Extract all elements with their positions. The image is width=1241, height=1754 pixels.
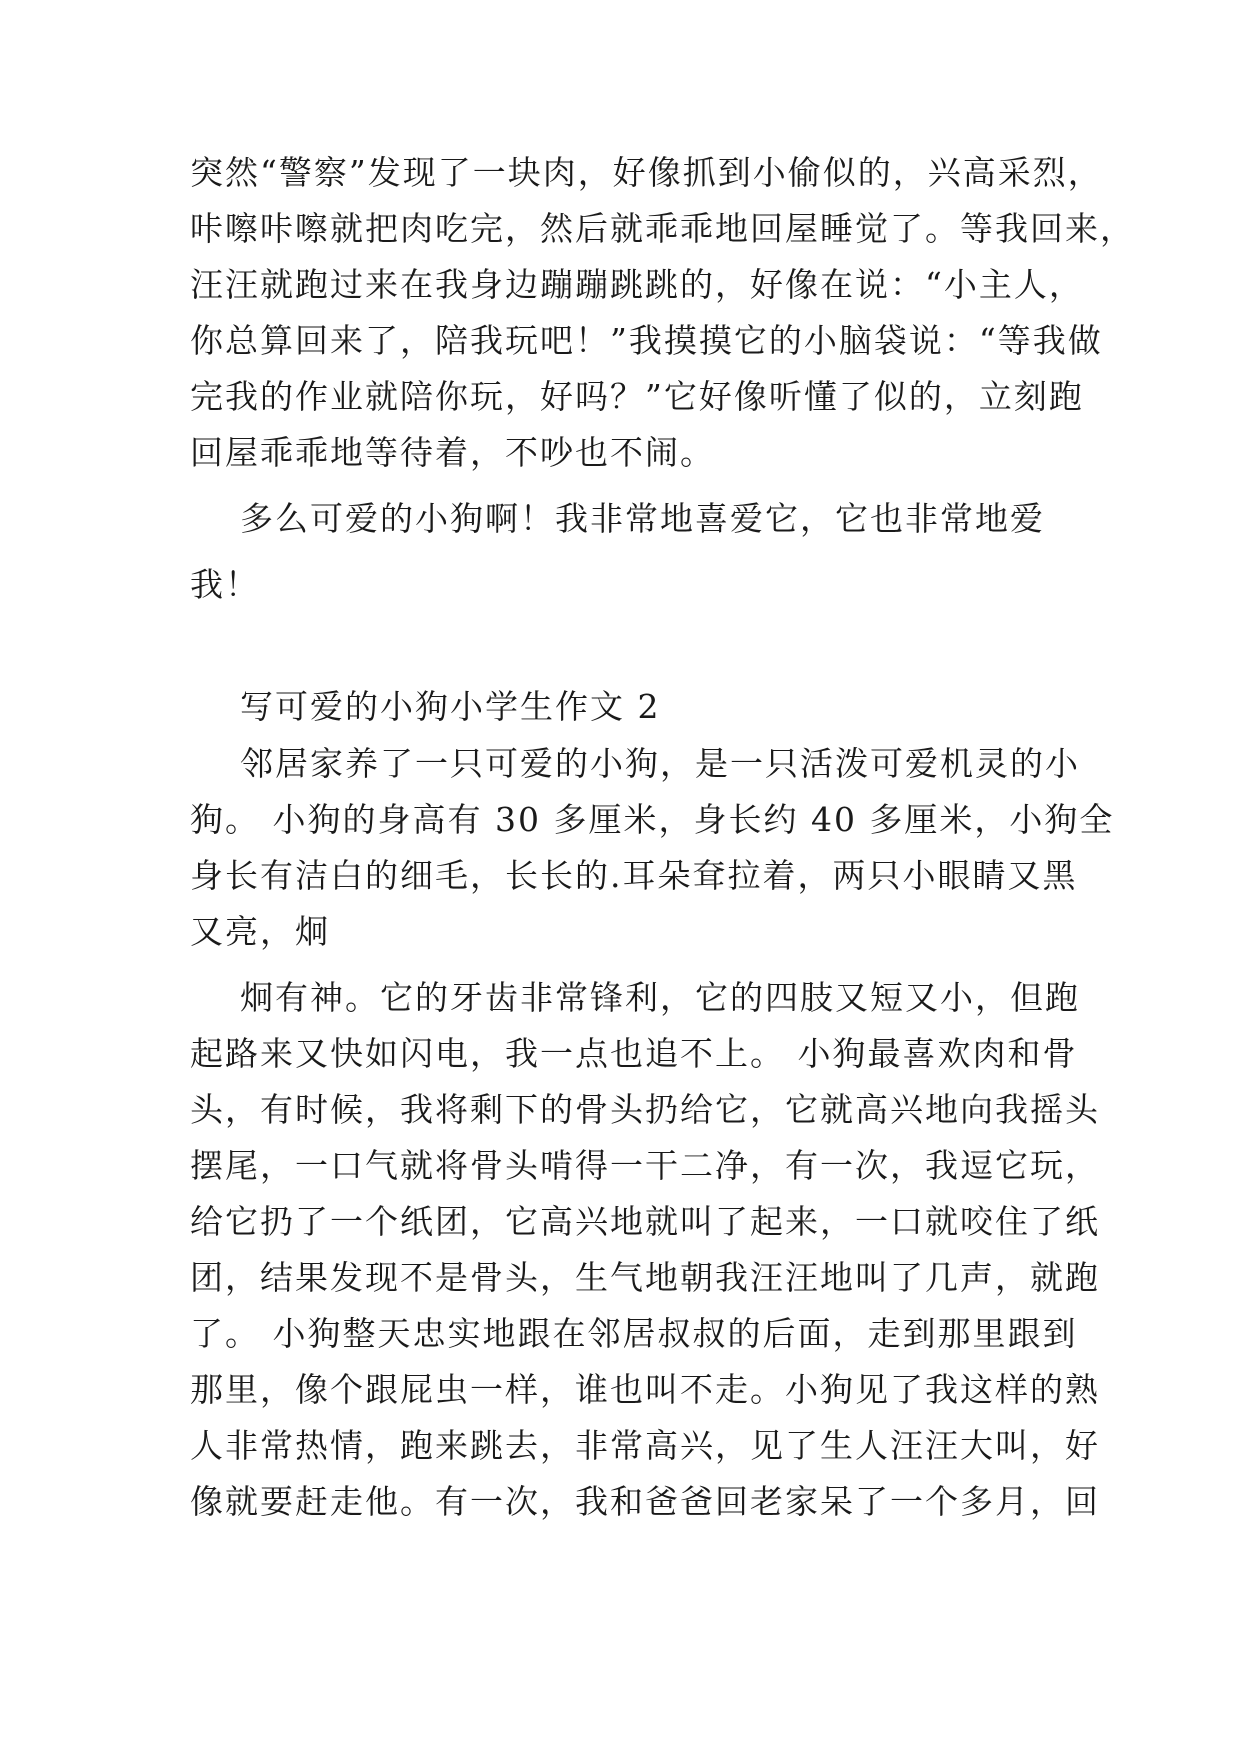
text-line: 炯有神。它的牙齿非常锋利，它的四肢又短又小，但跑 [190,978,1080,1017]
text-line: 回屋乖乖地等待着，不吵也不闹。 [190,433,715,472]
text-line: 你总算回来了，陪我玩吧！”我摸摸它的小脑袋说：“等我做 [190,321,1103,360]
text-line: 又亮，炯 [190,912,330,951]
text-line: 人非常热情，跑来跳去，非常高兴，见了生人汪汪大叫，好 [190,1426,1100,1465]
text-line: 了。 小狗整天忠实地跟在邻居叔叔的后面，走到那里跟到 [190,1314,1078,1353]
text-line: 狗。 小狗的身高有 30 多厘米，身长约 40 多厘米，小狗全 [190,800,1115,839]
text-line: 多么可爱的小狗啊！我非常地喜爱它，它也非常地爱 [190,499,1045,538]
text-line: 突然“警察”发现了一块肉，好像抓到小偷似的，兴高采烈， [190,153,1103,192]
section-heading: 写可爱的小狗小学生作文 2 [190,687,661,726]
text-line: 团，结果发现不是骨头，生气地朝我汪汪地叫了几声，就跑 [190,1258,1100,1297]
text-line: 那里，像个跟屁虫一样，谁也叫不走。小狗见了我这样的熟 [190,1370,1100,1409]
text-line: 我！ [190,565,260,604]
text-line: 起路来又快如闪电，我一点也追不上。 小狗最喜欢肉和骨 [190,1034,1078,1073]
text-line: 摆尾，一口气就将骨头啃得一干二净，有一次，我逗它玩， [190,1146,1100,1185]
text-line: 汪汪就跑过来在我身边蹦蹦跳跳的，好像在说：“小主人， [190,265,1084,304]
text-line: 邻居家养了一只可爱的小狗，是一只活泼可爱机灵的小 [190,744,1080,783]
text-line: 身长有洁白的细毛，长长的.耳朵耷拉着，两只小眼睛又黑 [190,856,1078,895]
text-line: 完我的作业就陪你玩，好吗？”它好像听懂了似的，立刻跑 [190,377,1084,416]
text-line: 头，有时候，我将剩下的骨头扔给它，它就高兴地向我摇头 [190,1090,1100,1129]
text-line: 给它扔了一个纸团，它高兴地就叫了起来，一口就咬住了纸 [190,1202,1100,1241]
text-line: 像就要赶走他。有一次，我和爸爸回老家呆了一个多月，回 [190,1482,1100,1521]
text-line: 咔嚓咔嚓就把肉吃完，然后就乖乖地回屋睡觉了。等我回来， [190,209,1135,248]
